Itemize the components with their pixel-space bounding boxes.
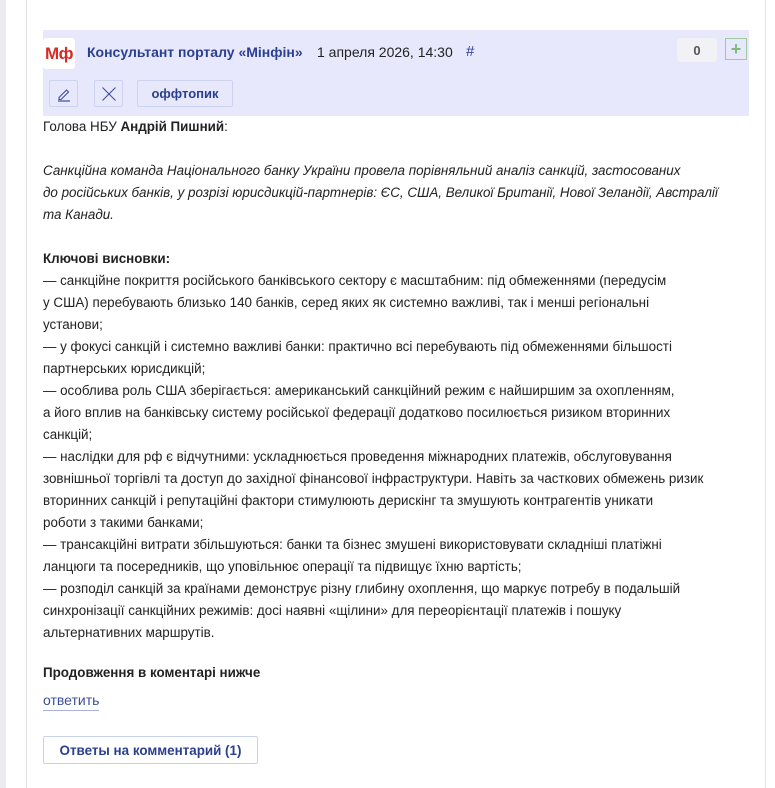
body-line: — особлива роль США зберігається: американський санкційний режим є найширшим за охопленням, xyxy=(43,383,675,398)
edit-button[interactable] xyxy=(49,80,78,107)
body-line: партнерських юрисдикцій; xyxy=(43,361,206,376)
body-line: — санкційне покриття російського банківського сектору є масштабним: під обмеженнями (передусім xyxy=(43,273,667,288)
author-avatar xyxy=(43,38,75,69)
body-line: вторинних санкцій і репутаційні фактори стимулюють дерискінг та змушують контрагентів уникати xyxy=(43,493,654,508)
author-name-link[interactable]: Консультант порталу «Мінфін» xyxy=(87,44,303,60)
body-line: у США) перебувають близько 140 банків, серед яких як системно важливі, так і менші регіональні xyxy=(43,295,650,310)
plus-icon: + xyxy=(730,39,742,59)
body-line: санкцій; xyxy=(43,427,93,442)
body-line: ланцюги та посередників, що уповільнює операції та підвищує їхню вартість; xyxy=(43,559,522,574)
close-icon xyxy=(101,86,117,102)
permalink-hash[interactable]: # xyxy=(466,43,475,60)
comment-timestamp: 1 апреля 2026, 14:30 xyxy=(317,44,453,60)
body-line: роботи з такими банками; xyxy=(43,515,204,530)
pencil-icon xyxy=(56,86,72,102)
right-divider xyxy=(765,0,766,788)
reply-link[interactable]: ответить xyxy=(43,692,99,711)
delete-button[interactable] xyxy=(94,80,123,107)
body-line: альтернативних маршрутів. xyxy=(43,625,215,640)
minfin-logo: Мф xyxy=(44,43,74,63)
conclusions-heading: Ключові висновки: xyxy=(43,251,171,266)
upvote-button[interactable] xyxy=(725,38,747,60)
italic-line: Санкційна команда Національного банку України провела порівняльний аналіз санкцій, застосованих xyxy=(43,163,681,178)
intro-line: Голова НБУ Андрій Пишний: xyxy=(43,119,228,134)
body-line: а його вплив на банківську систему російської федерації додатково посилюється ризиком вторинних xyxy=(43,405,671,420)
rating-count: 0 xyxy=(677,38,717,62)
body-line: — у фокусі санкцій і системно важливі банки: практично всі перебувають під обмеженнями більшості xyxy=(43,339,672,354)
body-line: зовнішньої торгівлі та доступ до західної фінансової інфраструктури. Навіть за часткових обмежень ризик xyxy=(43,471,704,486)
body-line: — трансакційні витрати збільшуються: банки та бізнес змушені використовувати складніші платіжні xyxy=(43,537,662,552)
continuation-note: Продовження в коментарі нижче xyxy=(43,665,261,680)
page-gutter xyxy=(0,0,6,788)
italic-line: до російських банків, у розрізі юрисдикцій-партнерів: ЄС, США, Великої Британії, Нової Зеландії, Австралії xyxy=(43,185,718,200)
governor-name: Андрій Пишний xyxy=(120,119,225,134)
body-line: — наслідки для рф є відчутними: ускладнюється проведення міжнародних платежів, обслуговування xyxy=(43,449,672,464)
show-replies-button[interactable]: Ответы на комментарий (1) xyxy=(43,736,258,764)
body-line: установи; xyxy=(43,317,103,332)
body-line: синхронізації санкційних режимів: досі наявні «щілини» для переорієнтації платежів і пошуку xyxy=(43,603,622,618)
body-line: — розподіл санкцій за країнами демонструє різну глибину охоплення, що маркує потребу в подальшій xyxy=(43,581,681,596)
left-divider xyxy=(26,0,27,788)
comment-body xyxy=(43,116,753,644)
italic-line: та Канади. xyxy=(43,207,114,222)
offtopic-button[interactable]: оффтопик xyxy=(137,80,233,107)
